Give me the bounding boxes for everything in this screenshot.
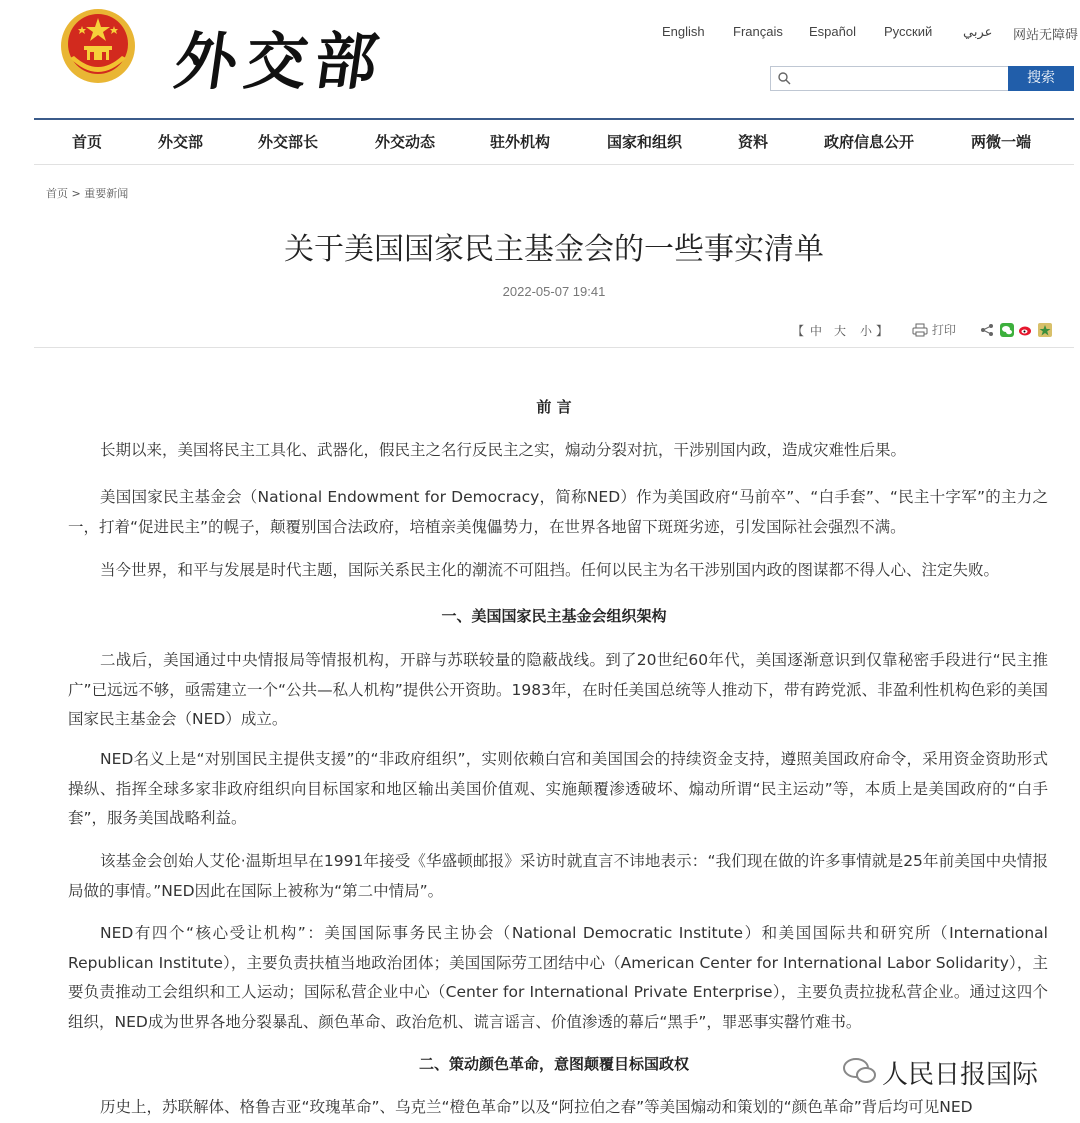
nav-item-diplomatic-news[interactable]: 外交动态 [375, 133, 436, 151]
nav-item-social[interactable]: 两微一端 [971, 133, 1032, 151]
search-button[interactable]: 搜索 [1008, 66, 1074, 91]
site-logo-text[interactable]: 外交部 [170, 25, 391, 98]
section-heading-preface: 前 言 [536, 398, 572, 416]
paragraph: 长期以来，美国将民主工具化、武器化，假民主之名行反民主之实，煽动分裂对抗，干涉别国内政，造成灾难性后果。 [100, 441, 907, 459]
breadcrumb-separator: > [71, 187, 81, 200]
nav-item-ministry[interactable]: 外交部 [158, 133, 204, 151]
national-emblem-logo[interactable] [60, 8, 136, 84]
paragraph: 美国国家民主基金会（National Endowment for Democracy，简称NED）作为美国政府“马前卒”、“白手套”、“民主十字军”的主力之一，打着“促进民主”的幌子，颠覆别国合法政府，培植亲美傀儡势力，在世界各地留下斑斑劣迹，引发国际社会强烈不满。 [68, 488, 1048, 536]
lang-russian-link[interactable]: Русский [884, 24, 933, 39]
qzone-icon[interactable] [1038, 323, 1052, 337]
article-title: 关于美国国家民主基金会的一些事实清单 [284, 232, 824, 267]
main-nav [34, 120, 1074, 164]
breadcrumb-home[interactable]: 首页 [46, 187, 68, 200]
paragraph: NED名义上是“对别国民主提供支援”的“非政府组织”，实则依赖白宫和美国国会的持续资金支持，遵照美国政府命令，采用资金资助形式操纵、指挥全球多家非政府组织向目标国家和地区输出美国价值观、实施颠覆渗透破坏、煽动所谓“民主运动”等，本质上是美国政府的“白手套”，服务美国战略利益。 [68, 750, 1048, 827]
watermark-text: 人民日报国际 [882, 1060, 1039, 1090]
font-size-small[interactable]: 小 [860, 324, 873, 338]
print-icon [912, 323, 928, 337]
section-heading-2: 二、策动颜色革命，意图颠覆目标国政权 [418, 1055, 689, 1073]
paragraph: 当今世界，和平与发展是时代主题，国际关系民主化的潮流不可阻挡。任何以民主为名干涉别国内政的图谋都不得人心、注定失败。 [100, 561, 1000, 579]
section-heading-1: 一、美国国家民主基金会组织架构 [441, 607, 667, 625]
lang-french-link[interactable]: Français [733, 24, 783, 39]
nav-bottom-rule [34, 164, 1074, 165]
lang-english-link[interactable]: English [662, 24, 705, 39]
paragraph: 二战后，美国通过中央情报局等情报机构，开辟与苏联较量的隐蔽战线。到了20世纪60年代，美国逐渐意识到仅靠秘密手段进行“民主推广”已远远不够，亟需建立一个“公共—私人机构”提供公开资助。1983年，在时任美国总统等人推动下，带有跨党派、非盈利性机构色彩的美国国家民主基金会（NED）成立。 [68, 651, 1048, 728]
font-size-medium[interactable]: 大 [834, 324, 847, 338]
search-box [770, 66, 1008, 91]
lang-arabic-link[interactable]: عربي [963, 24, 993, 39]
accessibility-link[interactable]: 网站无障碍 [1013, 27, 1079, 42]
breadcrumb [46, 185, 128, 201]
font-size-bracket-close: 】 [876, 324, 889, 338]
lang-spanish-link[interactable]: Español [809, 24, 856, 39]
print-button[interactable] [912, 321, 956, 339]
nav-item-minister[interactable]: 外交部长 [258, 133, 319, 151]
language-links [0, 24, 1080, 44]
wechat-watermark-icon [842, 1056, 878, 1086]
wechat-icon[interactable] [1000, 323, 1014, 337]
toolbar-rule [34, 347, 1074, 348]
nav-item-missions[interactable]: 驻外机构 [490, 133, 551, 151]
share-icon[interactable] [980, 323, 994, 337]
search-input[interactable] [795, 69, 999, 89]
font-size-bracket-open: 【 [792, 324, 805, 338]
paragraph: 历史上，苏联解体、格鲁吉亚“玫瑰革命”、乌克兰“橙色革命”以及“阿拉伯之春”等美国煽动和策划的“颜色革命”背后均可见NED [100, 1098, 973, 1116]
nav-item-home[interactable]: 首页 [72, 133, 103, 151]
breadcrumb-current[interactable]: 重要新闻 [84, 187, 129, 200]
search-icon [777, 71, 791, 85]
paragraph: NED有四个“核心受让机构”：美国国际事务民主协会（National Democratic Institute）和美国国际共和研究所（International Republican Institute），主要负责扶植当地政治团体；美国国际劳工团结中心（American Center for International Labor Solidarity），主要负责推动工会组织和工人运动；国际私营企业中心（Center for International Private Enterprise），主要负责拉拢私营企业。通过这四个组织，NED成为世界各地分裂暴乱、颜色革命、政治危机、谎言谣言、价值渗透的幕后“黑手”，罪恶事实罄竹难书。 [68, 924, 1048, 1031]
paragraph: 该基金会创始人艾伦·温斯坦早在1991年接受《华盛顿邮报》采访时就直言不讳地表示：“我们现在做的许多事情就是25年前美国中央情报局做的事情。”NED因此在国际上被称为“第二中情局”。 [68, 852, 1048, 900]
print-label: 打印 [931, 323, 956, 337]
nav-item-countries[interactable]: 国家和组织 [607, 133, 683, 151]
font-size-large[interactable]: 中 [810, 324, 823, 338]
article-datetime: 2022-05-07 19:41 [502, 284, 606, 299]
weibo-icon[interactable] [1018, 323, 1032, 337]
nav-item-gov-info[interactable]: 政府信息公开 [824, 133, 915, 151]
nav-item-resources[interactable]: 资料 [738, 133, 769, 151]
